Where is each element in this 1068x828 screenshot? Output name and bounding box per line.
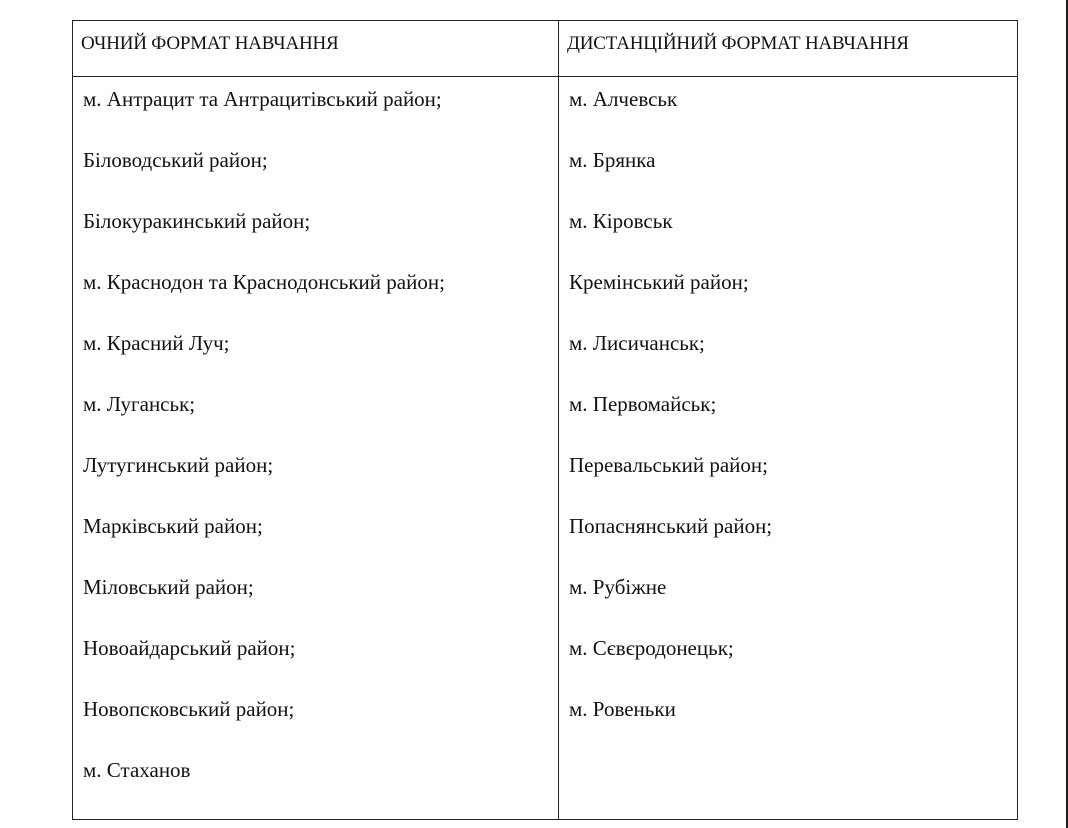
list-item: Білокуракинський район; [83,209,311,233]
list-item: Кремінський район; [569,270,749,294]
table-body-row [73,77,1018,820]
list-item: Новопсковський район; [83,697,295,721]
in-person-list [73,77,558,819]
list-item: м. Брянка [569,148,656,172]
list-item: м. Стаханов [83,758,191,782]
list-item: м. Краснодон та Краснодонський район; [83,270,445,294]
list-item: м. Красний Луч; [83,331,230,355]
list-item: м. Рубіжне [569,575,667,599]
in-person-list-cell [73,77,559,820]
list-item: м. Лисичанськ; [569,331,705,355]
list-item: Міловський район; [83,575,254,599]
list-item: м. Антрацит та Антрацитівський район; [83,87,442,111]
list-item: м. Луганськ; [83,392,196,416]
list-item: м. Алчевськ [569,87,678,111]
distance-list-cell [559,77,1018,820]
list-item: м. Кіровськ [569,209,673,233]
list-item: м. Первомайськ; [569,392,717,416]
list-item: Біловодський район; [83,148,268,172]
header-cell-distance [559,21,1018,77]
list-item: м. Сєвєродонецьк; [569,636,734,660]
distance-list [559,77,1017,758]
list-item: Новоайдарський район; [83,636,296,660]
list-item: Лутугинський район; [83,453,274,477]
table-header-row [73,21,1018,77]
training-format-table [72,20,1018,820]
header-distance-label: ДИСТАНЦІЙНИЙ ФОРМАТ НАВЧАННЯ [567,33,909,54]
list-item: Марківський район; [83,514,263,538]
header-in-person-label: ОЧНИЙ ФОРМАТ НАВЧАННЯ [81,33,339,54]
list-item: м. Ровеньки [569,697,676,721]
list-item: Перевальський район; [569,453,768,477]
header-cell-in-person [73,21,559,77]
list-item: Попаснянський район; [569,514,773,538]
